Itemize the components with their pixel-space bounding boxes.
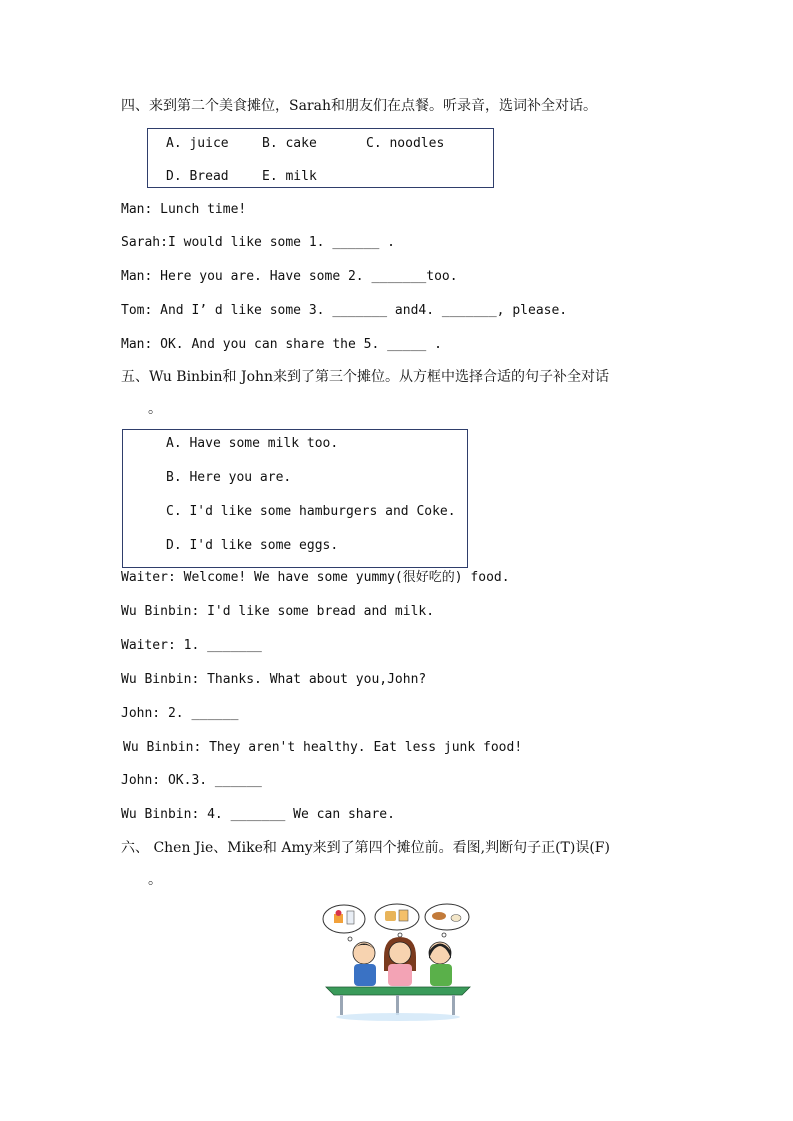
dialogue-line: John: 2. ______ [121,706,239,721]
thought-bubble-boy [323,905,365,941]
dialogue-line: Man: OK. And you can share the 5. _____ . [121,337,442,352]
section6-heading: 六、 Chen Jie、Mike和 Amy来到了第四个摊位前。看图,判断句子正(T)误(F) [121,840,610,856]
option-d: D. I'd like some eggs. [166,538,339,553]
option-c: C. I'd like some hamburgers and Coke. [166,504,456,519]
dialogue-line: Man: Lunch time! [121,202,247,217]
section5-heading-continuation: 。 [148,401,162,417]
option-c: C. noodles [366,136,445,151]
children-at-table-illustration [322,903,474,1023]
dialogue-line: John: OK.3. ______ [121,773,262,788]
section6-heading-continuation: 。 [148,872,162,888]
boy-figure [353,942,376,986]
option-a: A. Have some milk too. [166,436,339,451]
thought-bubble-girl-right [425,904,469,937]
dialogue-line: Man: Here you are. Have some 2. _______too. [121,269,458,284]
dialogue-line: Tom: And I’ d like some 3. _______ and4. _______, please. [121,303,568,318]
option-d: D. Bread [166,169,229,184]
option-b: B. Here you are. [166,470,292,485]
noodles-bowl-icon [432,912,446,920]
girl-middle-figure [384,937,416,986]
dialogue-line: Wu Binbin: Thanks. What about you,John? [121,672,427,687]
section4-heading: 四、来到第二个美食摊位，Sarah和朋友们在点餐。听录音，选词补全对话。 [121,98,597,114]
dialogue-line: Wu Binbin: I'd like some bread and milk. [121,604,435,619]
dialogue-line: Sarah:I would like some 1. ______ . [121,235,395,250]
dialogue-line: Wu Binbin: They aren't healthy. Eat less junk food! [123,740,523,755]
section5-options-box [122,429,468,568]
option-a: A. juice [166,136,229,151]
thought-bubble-girl-middle [375,904,419,937]
girl-right-figure [429,942,452,986]
section4-options-box [147,128,494,188]
dialogue-line: Waiter: 1. _______ [121,638,262,653]
dialogue-line: Waiter: Welcome! We have some yummy(很好吃的) food. [121,570,510,585]
milk-glass-icon [347,911,354,924]
bread-icon [385,911,396,921]
dialogue-line: Wu Binbin: 4. _______ We can share. [121,807,395,822]
juice-icon [399,910,408,921]
section5-heading: 五、Wu Binbin和 John来到了第三个摊位。从方框中选择合适的句子补全对话 [121,369,610,385]
egg-icon [451,915,461,922]
table [326,987,470,1021]
option-e: E. milk [262,169,317,184]
option-b: B. cake [262,136,317,151]
